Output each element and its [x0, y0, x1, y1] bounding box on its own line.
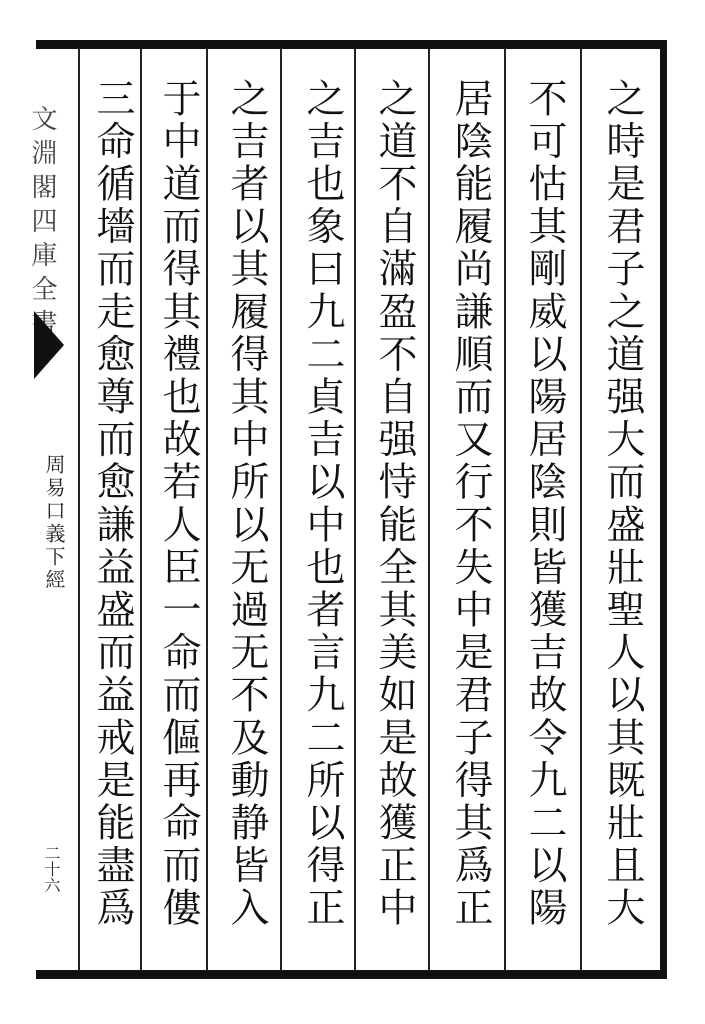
column-text: 三命循墻而走愈尊而愈謙益盛而益戒是能盡爲 [90, 78, 135, 930]
column-divider [280, 49, 282, 970]
page-number: 二十六 [42, 845, 61, 893]
column-divider [504, 49, 506, 970]
text-column-4 [362, 78, 426, 968]
margin-strip [0, 49, 78, 970]
margin-header-text: 文淵閣四庫全書 [27, 105, 57, 343]
text-column-8 [80, 78, 144, 968]
fish-tail-mark [34, 311, 64, 379]
text-column-6 [214, 78, 278, 968]
column-text: 之道不自滿盈不自强恃能全其美如是故獲正中 [372, 78, 417, 930]
bottom-frame-rule [36, 970, 666, 979]
column-text: 不可怙其剛威以陽居陰則皆獲吉故令九二以陽 [522, 78, 567, 930]
text-column-5 [290, 78, 354, 968]
book-title: 周易口義下經 [42, 454, 66, 592]
column-text: 于中道而得其禮也故若人臣一命而傴再命而僂 [156, 78, 201, 930]
text-column-3 [438, 78, 502, 968]
column-text: 之吉也象曰九二貞吉以中也者言九二所以得正 [300, 78, 345, 930]
column-text: 之吉者以其履得其中所以无過无不及動静皆入 [224, 78, 269, 930]
top-frame-rule [36, 40, 666, 49]
text-column-1 [590, 78, 654, 968]
text-column-7 [146, 78, 210, 968]
column-text: 之時是君子之道强大而盛壯聖人以其既壯且大 [600, 78, 645, 930]
column-divider [580, 49, 582, 970]
text-column-2 [512, 78, 576, 968]
right-frame-rule [660, 40, 667, 979]
column-text: 居陰能履尚謙順而又行不失中是君子得其爲正 [448, 78, 493, 930]
column-divider [428, 49, 430, 970]
column-divider [354, 49, 356, 970]
